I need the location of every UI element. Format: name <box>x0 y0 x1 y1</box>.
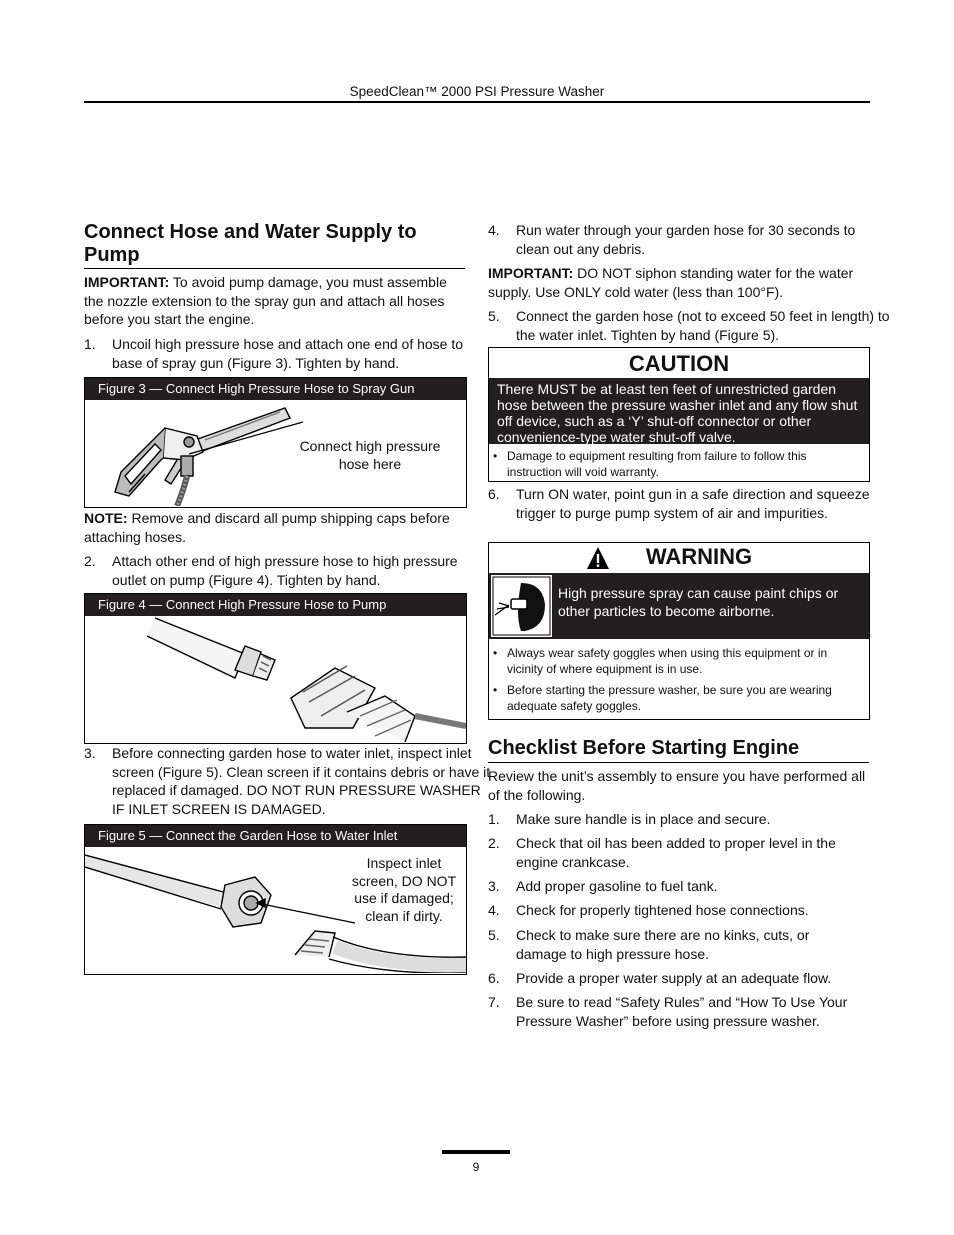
caution-body: There MUST be at least ten feet of unrestricted garden hose between the pressure washer inlet and any flow shut off device, such as a ‘Y’ shut-off connector or other convenience-type water shut-off valve. <box>489 378 869 444</box>
checklist-item: 1. Make sure handle is in place and secure. <box>488 811 771 827</box>
step-1: 1. Uncoil high pressure hose and attach one end of hose to base of spray gun (Figure 3). Tighten by hand. <box>84 336 464 371</box>
step-6: 6. Turn ON water, point gun in a safe direction and squeeze trigger to purge pump system of air and impurities. <box>488 486 870 521</box>
figure-4-caption: Figure 4 — Connect High Pressure Hose to Pump <box>85 594 466 616</box>
note-paragraph: NOTE: Remove and discard all pump shipping caps before attaching hoses. <box>84 510 450 545</box>
page-number-bar <box>442 1150 510 1154</box>
figure-3-caption: Figure 3 — Connect High Pressure Hose to Spray Gun <box>85 378 466 400</box>
warning-body-row <box>489 573 869 639</box>
figure-5-caption: Figure 5 — Connect the Garden Hose to Water Inlet <box>85 825 466 847</box>
warning-banner <box>489 543 869 573</box>
important-paragraph-2: IMPORTANT: DO NOT siphon standing water for the water supply. Use ONLY cold water (less than 100°F). <box>488 265 854 300</box>
warning-bullets <box>489 639 869 714</box>
checklist-item: 2. Check that oil has been added to proper level in the engine crankcase. <box>488 835 836 870</box>
step-2: 2. Attach other end of high pressure hose to high pressure outlet on pump (Figure 4). Tighten by hand. <box>84 553 458 588</box>
caution-bullet: • Damage to equipment resulting from failure to follow this instruction will void warranty. <box>493 449 807 479</box>
figure-3-callout: Connect high pressure hose here <box>299 438 441 472</box>
warning-body: High pressure spray can cause paint chips or other particles to become airborne. <box>558 585 839 619</box>
checklist-item: 3. Add proper gasoline to fuel tank. <box>488 878 718 894</box>
step-3: 3. Before connecting garden hose to water inlet, inspect inlet screen (Figure 5). Clean screen if it contains debris or have it replaced if damaged. DO NOT RUN PRESSURE WASHER IF INLET SCREEN IS DAMAGED. <box>84 745 491 817</box>
figure-4 <box>84 593 467 744</box>
page-number: 9 <box>472 1160 480 1174</box>
callout-leader-line <box>185 418 305 458</box>
warning-box <box>488 542 870 720</box>
caution-box <box>488 347 870 482</box>
figure-3 <box>84 377 467 508</box>
section-heading-checklist: Checklist Before Starting Engine <box>488 737 800 759</box>
heading-rule <box>488 762 869 763</box>
section-heading-connect-hose: Connect Hose and Water Supply to Pump <box>84 221 417 266</box>
pump-outlet-illustration <box>85 616 466 742</box>
warning-bullet: • Always wear safety goggles when using this equipment or in vicinity of where equipment is in use. <box>493 646 828 676</box>
safety-goggles-icon <box>491 575 552 637</box>
step-5: 5. Connect the garden hose (not to exceed 50 feet in length) to the water inlet. Tighten by hand (Figure 5). <box>488 308 890 343</box>
checklist-item: 4. Check for properly tightened hose connections. <box>488 902 809 918</box>
header-rule <box>84 101 870 103</box>
figure-5 <box>84 824 467 975</box>
running-header: SpeedClean™ 2000 PSI Pressure Washer <box>349 84 605 99</box>
checklist-item: 5. Check to make sure there are no kinks, cuts, or damage to high pressure hose. <box>488 927 810 962</box>
important-paragraph: IMPORTANT: To avoid pump damage, you must assemble the nozzle extension to the spray gun and attach all hoses before you start the engine. <box>84 274 447 327</box>
warning-title: WARNING <box>645 544 753 569</box>
heading-rule <box>84 268 465 269</box>
checklist-intro: Review the unit’s assembly to ensure you have performed all of the following. <box>488 768 866 803</box>
warning-triangle-icon <box>586 546 610 570</box>
warning-bullet: • Before starting the pressure washer, be sure you are wearing adequate safety goggles. <box>493 683 832 713</box>
step-4: 4. Run water through your garden hose for 30 seconds to clean out any debris. <box>488 222 856 257</box>
checklist-item: 6. Provide a proper water supply at an adequate flow. <box>488 970 832 986</box>
caution-title: CAUTION <box>628 351 730 376</box>
checklist-item: 7. Be sure to read “Safety Rules” and “How To Use Your Pressure Washer” before using pressure washer. <box>488 994 848 1029</box>
figure-5-callout: Inspect inlet screen, DO NOT use if damaged; clean if dirty. <box>351 855 457 924</box>
